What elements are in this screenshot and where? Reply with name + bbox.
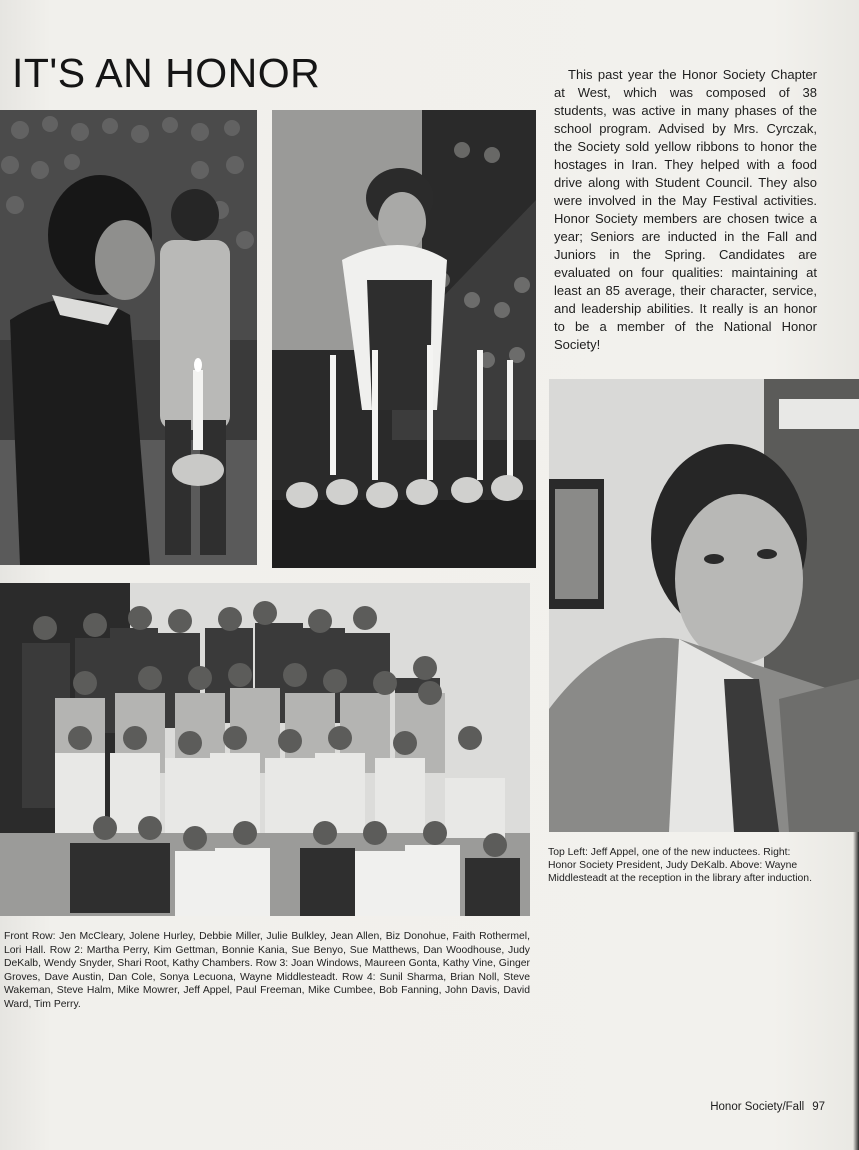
page-footer [710, 1101, 825, 1113]
intro-paragraph: This past year the Honor Society Chapter at West, which was composed of 38 students, was active in many phases of the school program. Advised by Mrs. Cyrczak, the Society sold yellow ribbons to honor the hostages in Iran. They helped with a food drive along with Student Council. They also were involved in the May Festival activities. Honor Society members are chosen twice a year; Seniors are inducted in the Fall and Juniors in the Spring. Candidates are evaluated on four qualities: maintaining at least an 85 average, their character, service, and leadership abilities. It really is an honor to be a member of the National Honor Society! [554, 67, 817, 352]
group-photo-caption: Front Row: Jen McCleary, Jolene Hurley, Debbie Miller, Julie Bulkley, Jean Allen, Biz Donohue, Faith Rothermel, Lori Hall. Row 2: Martha Perry, Kim Gettman, Bonnie Kania, Sue Benyo, Sue Matthews, Dan Woodhouse, Judy DeKalb, Wendy Snyder, Shari Root, Kathy Chambers. Row 3: Joan Windows, Maureen Gonta, Kathy Vine, Ginger Groves, Dave Austin, Dan Cole, Sonya Lecuona, Wayne Middlesteadt. Row 4: Sunil Sharma, Brian Noll, Steve Wakeman, Steve Halm, Mike Mowrer, Jeff Appel, Paul Freeman, Mike Cumbee, Bob Fanning, John Davis, David Ward, Tim Perry. [4, 931, 530, 1010]
page-title: IT'S AN HONOR [12, 50, 321, 96]
page-number: 97 [812, 1101, 825, 1113]
photo-inductee-candle [0, 110, 257, 565]
photo-group-members [0, 583, 530, 916]
photo-reception-library [549, 379, 859, 832]
section-name: Honor Society/Fall [710, 1101, 805, 1113]
photo-caption: Top Left: Jeff Appel, one of the new inductees. Right: Honor Society President, Judy DeKalb. Above: Wayne Middlesteadt at the reception in the library after induction. [548, 847, 812, 884]
photo-president-candles [272, 110, 536, 568]
